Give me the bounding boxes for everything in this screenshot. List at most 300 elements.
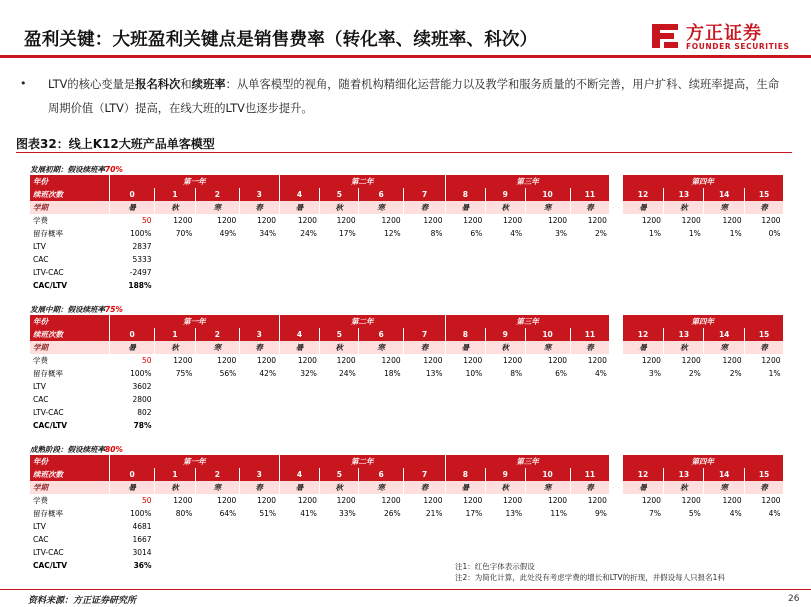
semester-row-label: 学期 [30,481,110,494]
para-text-2: 和 [180,78,192,91]
retention-cell: 9% [594,509,607,518]
retention-cell: 26% [383,509,401,518]
count-cell: 7 [404,188,446,201]
retention-cell: 3% [555,229,568,238]
retention-cell: 1% [649,229,661,238]
fee-cell: 1200 [503,356,523,365]
count-cell: 10 [525,468,570,481]
count-cell: 8 [445,328,485,341]
semester-cell: 秋 [485,201,525,214]
count-cell: 15 [745,328,784,341]
fee-cell: 1200 [463,356,483,365]
fee-cell: 1200 [423,216,443,225]
semester-cell: 寒 [359,201,404,214]
semester-cell: 暑 [445,341,485,354]
count-cell: 0 [110,468,155,481]
count-cell: 0 [110,188,155,201]
count-cell: 6 [359,328,404,341]
semester-row [30,201,784,214]
cac-row [30,393,784,406]
fee-cell: 1200 [381,496,401,505]
retention-cell: 100% [130,229,152,238]
semester-cell: 暑 [445,201,485,214]
semester-cell: 暑 [622,481,664,494]
fee-cell: 1200 [722,216,742,225]
retention-cell: 8% [510,369,523,378]
count-cell: 13 [664,328,704,341]
semester-cell: 秋 [485,341,525,354]
cac-ltv-value: 78% [133,421,152,430]
column-gap [610,354,622,367]
count-cell: 12 [622,328,664,341]
fee-cell: 1200 [761,496,781,505]
retention-cell: 6% [470,229,483,238]
retention-row [30,367,784,380]
retention-cell: 2% [594,229,607,238]
count-cell: 1 [155,468,196,481]
fee-cell: 50 [142,496,152,505]
year-row-label: 年份 [30,315,110,328]
count-cell: 15 [745,188,784,201]
semester-cell: 寒 [359,481,404,494]
semester-cell: 春 [570,481,610,494]
count-row [30,468,784,481]
semester-row [30,481,784,494]
retention-cell: 1% [688,229,701,238]
year-header: 第一年 [110,455,279,468]
page-number: 26 [788,594,800,604]
fee-cell: 1200 [173,216,193,225]
block-stage-label: 发展中期：假设续班率 [30,305,105,314]
ltv-value: 3602 [132,382,152,391]
cac-label: CAC [33,255,49,264]
ltv-row [30,520,784,533]
fee-cell: 1200 [547,496,568,505]
retention-row [30,227,784,240]
column-gap [610,227,622,240]
count-cell: 0 [110,328,155,341]
count-cell: 11 [570,188,610,201]
column-gap [610,315,622,328]
model-block [30,304,784,432]
para-bold-1: 报名科次 [135,78,181,91]
fee-cell: 1200 [463,216,483,225]
retention-cell: 7% [649,509,661,518]
fee-cell: 1200 [336,216,356,225]
retention-cell: 18% [383,369,401,378]
year-row-label: 年份 [30,455,110,468]
retention-cell: 49% [219,229,237,238]
block-label [30,164,784,175]
para-text-3: ：从单客模型的视角，随着机构精细化运营能力以及教学和服务质量的不断完善，用户扩科、续班率提高，生命周期价值（LTV）提高，在线大班的LTV也逐步提升。 [48,78,780,115]
semester-cell: 寒 [704,201,745,214]
ltv-label: LTV [33,242,46,251]
retention-cell: 24% [339,369,356,378]
cac-label: CAC [33,395,49,404]
semester-row-label: 学期 [30,201,110,214]
count-cell: 2 [195,188,239,201]
semester-cell: 秋 [664,341,704,354]
cac-ltv-row [30,279,784,292]
count-cell: 6 [359,468,404,481]
fee-cell: 1200 [761,356,781,365]
retention-cell: 0% [768,229,781,238]
fee-cell: 1200 [503,216,523,225]
retention-cell: 56% [219,369,237,378]
column-gap [610,175,622,188]
fee-cell: 1200 [641,496,661,505]
count-cell: 10 [525,188,570,201]
count-cell: 1 [155,188,196,201]
empty-cells [155,533,784,546]
fee-cell: 1200 [381,356,401,365]
year-header: 第一年 [110,315,279,328]
count-row-label: 续班次数 [30,188,110,201]
cac-ltv-label: CAC/LTV [33,421,68,430]
retention-cell: 11% [550,509,568,518]
ltv-row [30,240,784,253]
semester-cell: 寒 [525,341,570,354]
block-stage-label: 发展初期：假设续班率 [30,165,105,174]
retention-cell: 5% [688,509,701,518]
cac-ltv-label: CAC/LTV [33,281,68,290]
count-cell: 12 [622,468,664,481]
fee-cell: 1200 [336,496,356,505]
retention-cell: 34% [259,229,277,238]
semester-cell: 春 [239,341,279,354]
ltv-label: LTV [33,522,46,531]
ltv-label: LTV [33,382,46,391]
count-cell: 7 [404,328,446,341]
column-gap [610,367,622,380]
semester-cell: 春 [745,341,784,354]
fee-cell: 1200 [722,496,742,505]
count-cell: 4 [279,188,320,201]
fee-cell: 1200 [256,356,277,365]
fee-cell: 1200 [336,356,356,365]
retention-cell: 33% [339,509,356,518]
logo-chinese-name: 方正证券 [686,23,762,44]
retention-cell: 75% [175,369,193,378]
year-header: 第四年 [622,175,783,188]
retention-cell: 100% [130,509,152,518]
ltv-cac-value: 802 [137,408,152,417]
semester-cell: 秋 [485,481,525,494]
block-stage-label: 成熟阶段：假设续班率 [30,445,105,454]
logo-english-name: FOUNDER SECURITIES [686,42,790,51]
count-cell: 9 [485,188,525,201]
count-cell: 15 [745,468,784,481]
fee-cell: 1200 [256,496,277,505]
ltv-cac-label: LTV-CAC [33,408,64,417]
cac-ltv-label: CAC/LTV [33,561,68,570]
semester-cell: 寒 [704,341,745,354]
count-cell: 9 [485,328,525,341]
year-header: 第三年 [445,315,609,328]
column-gap [610,468,622,481]
count-cell: 5 [320,468,359,481]
fee-cell: 1200 [381,216,401,225]
fee-cell: 1200 [297,496,317,505]
empty-cells [155,419,784,432]
retention-cell: 42% [259,369,277,378]
retention-cell: 41% [300,509,317,518]
retention-cell: 64% [219,509,237,518]
fee-row [30,214,784,227]
count-cell: 11 [570,468,610,481]
bullet-paragraph [48,73,788,121]
retention-cell: 1% [729,229,742,238]
retention-cell: 17% [339,229,356,238]
semester-cell: 秋 [155,341,196,354]
count-cell: 4 [279,328,320,341]
fee-cell: 1200 [423,356,443,365]
column-gap [610,494,622,507]
figure-title: 图表32：线上K12大班产品单客模型 [16,137,215,151]
table-notes [455,561,725,583]
count-cell: 13 [664,188,704,201]
block-rate: 80% [105,445,123,454]
count-cell: 8 [445,468,485,481]
count-cell: 1 [155,328,196,341]
count-cell: 2 [195,468,239,481]
semester-cell: 暑 [279,481,320,494]
founder-logo-icon [650,20,680,50]
empty-cells [155,406,784,419]
year-header: 第四年 [622,455,783,468]
fee-row-label: 学费 [33,356,48,365]
retention-cell: 4% [594,369,607,378]
retention-cell: 100% [130,369,152,378]
fee-cell: 1200 [256,216,277,225]
semester-cell: 暑 [110,481,155,494]
fee-cell: 1200 [217,356,237,365]
fee-row [30,354,784,367]
fee-cell: 1200 [761,216,781,225]
year-header: 第三年 [445,455,609,468]
count-cell: 7 [404,468,446,481]
retention-cell: 4% [510,229,523,238]
column-gap [610,455,622,468]
retention-row [30,507,784,520]
count-cell: 3 [239,188,279,201]
semester-cell: 春 [745,201,784,214]
fee-cell: 1200 [547,356,568,365]
model-table [30,315,784,432]
ltv-cac-label: LTV-CAC [33,548,64,557]
header-divider [0,55,811,58]
cac-ltv-value: 36% [133,561,152,570]
fee-cell: 50 [142,356,152,365]
fee-cell: 1200 [641,216,661,225]
retention-row-label: 留存概率 [33,229,63,238]
retention-cell: 24% [300,229,317,238]
fee-cell: 1200 [641,356,661,365]
cac-value: 1667 [132,535,152,544]
semester-cell: 寒 [195,341,239,354]
semester-cell: 暑 [279,341,320,354]
page-title: 盈利关键：大班盈利关键点是销售费率（转化率、续班率、科次） [24,30,538,50]
fee-row-label: 学费 [33,496,48,505]
semester-cell: 春 [239,201,279,214]
semester-cell: 寒 [195,481,239,494]
model-block [30,164,784,292]
count-cell: 6 [359,188,404,201]
year-header: 第一年 [110,175,279,188]
semester-cell: 秋 [320,481,359,494]
cac-ltv-value: 188% [128,281,152,290]
ltv-row [30,380,784,393]
count-row-label: 续班次数 [30,468,110,481]
fee-cell: 1200 [722,356,742,365]
ltv-value: 4681 [132,522,152,531]
column-gap [610,214,622,227]
semester-cell: 春 [404,341,446,354]
bullet-icon: • [20,77,27,90]
note-1: 注1：红色字体表示假设 [455,562,535,571]
retention-cell: 70% [175,229,193,238]
count-cell: 5 [320,188,359,201]
empty-cells [155,546,784,559]
count-row-label: 续班次数 [30,328,110,341]
cac-row [30,533,784,546]
retention-cell: 1% [768,369,781,378]
count-cell: 12 [622,188,664,201]
semester-cell: 春 [404,201,446,214]
fee-cell: 1200 [217,216,237,225]
cac-label: CAC [33,535,49,544]
column-gap [610,341,622,354]
count-cell: 14 [704,188,745,201]
retention-cell: 32% [300,369,317,378]
ltv-cac-label: LTV-CAC [33,268,64,277]
block-label [30,304,784,315]
retention-row-label: 留存概率 [33,509,63,518]
empty-cells [155,380,784,393]
retention-cell: 4% [768,509,781,518]
count-cell: 4 [279,468,320,481]
year-header: 第二年 [279,455,445,468]
retention-cell: 17% [465,509,483,518]
semester-cell: 春 [570,341,610,354]
count-cell: 9 [485,468,525,481]
ltv-value: 2837 [132,242,152,251]
fee-row-label: 学费 [33,216,48,225]
block-rate: 75% [105,305,123,314]
cac-value: 5333 [132,255,152,264]
fee-cell: 1200 [681,496,701,505]
fee-cell: 1200 [587,496,607,505]
source-note: 资料来源：方正证券研究所 [28,596,137,606]
retention-cell: 6% [555,369,568,378]
year-row [30,175,784,188]
fee-row [30,494,784,507]
footer-divider [0,589,811,590]
count-row [30,328,784,341]
fee-cell: 1200 [297,356,317,365]
year-header: 第二年 [279,175,445,188]
semester-cell: 暑 [445,481,485,494]
fee-cell: 1200 [503,496,523,505]
semester-cell: 寒 [704,481,745,494]
retention-cell: 13% [505,509,523,518]
note-2: 注2：为简化计算，此处没有考虑学费的增长和LTV的折现，并假设每人只报名1科 [455,573,725,582]
count-row [30,188,784,201]
empty-cells [155,240,784,253]
semester-cell: 暑 [110,201,155,214]
semester-cell: 暑 [622,201,664,214]
column-gap [610,507,622,520]
column-gap [610,188,622,201]
ltv-cac-row [30,406,784,419]
para-bold-2: 续班率 [191,78,226,91]
column-gap [610,328,622,341]
year-row [30,455,784,468]
retention-cell: 12% [383,229,401,238]
block-label [30,444,784,455]
cac-value: 2800 [132,395,152,404]
semester-cell: 秋 [664,201,704,214]
fee-cell: 1200 [297,216,317,225]
cac-row [30,253,784,266]
empty-cells [155,279,784,292]
fee-cell: 1200 [587,356,607,365]
fee-cell: 1200 [173,496,193,505]
semester-cell: 寒 [525,201,570,214]
fee-cell: 1200 [587,216,607,225]
year-row [30,315,784,328]
empty-cells [155,266,784,279]
fee-cell: 1200 [681,356,701,365]
retention-cell: 13% [425,369,443,378]
ltv-cac-row [30,546,784,559]
empty-cells [155,520,784,533]
fee-cell: 1200 [217,496,237,505]
count-cell: 2 [195,328,239,341]
year-row-label: 年份 [30,175,110,188]
retention-cell: 51% [259,509,277,518]
count-cell: 14 [704,468,745,481]
semester-cell: 暑 [110,341,155,354]
semester-cell: 寒 [525,481,570,494]
retention-cell: 21% [425,509,443,518]
retention-cell: 4% [729,509,742,518]
column-gap [610,481,622,494]
model-table [30,175,784,292]
model-table [30,455,784,572]
ltv-cac-value: 3014 [132,548,152,557]
fee-cell: 1200 [463,496,483,505]
semester-cell: 春 [404,481,446,494]
fee-cell: 1200 [681,216,701,225]
fee-cell: 1200 [547,216,568,225]
fee-cell: 1200 [423,496,443,505]
semester-cell: 秋 [664,481,704,494]
semester-cell: 秋 [155,201,196,214]
retention-cell: 2% [688,369,701,378]
retention-cell: 3% [649,369,661,378]
fee-cell: 1200 [173,356,193,365]
figure-title-divider [16,152,792,153]
company-logo [650,18,800,52]
retention-cell: 2% [729,369,742,378]
semester-row-label: 学期 [30,341,110,354]
count-cell: 3 [239,468,279,481]
semester-cell: 春 [239,481,279,494]
count-cell: 3 [239,328,279,341]
year-header: 第二年 [279,315,445,328]
page-header [0,0,811,62]
